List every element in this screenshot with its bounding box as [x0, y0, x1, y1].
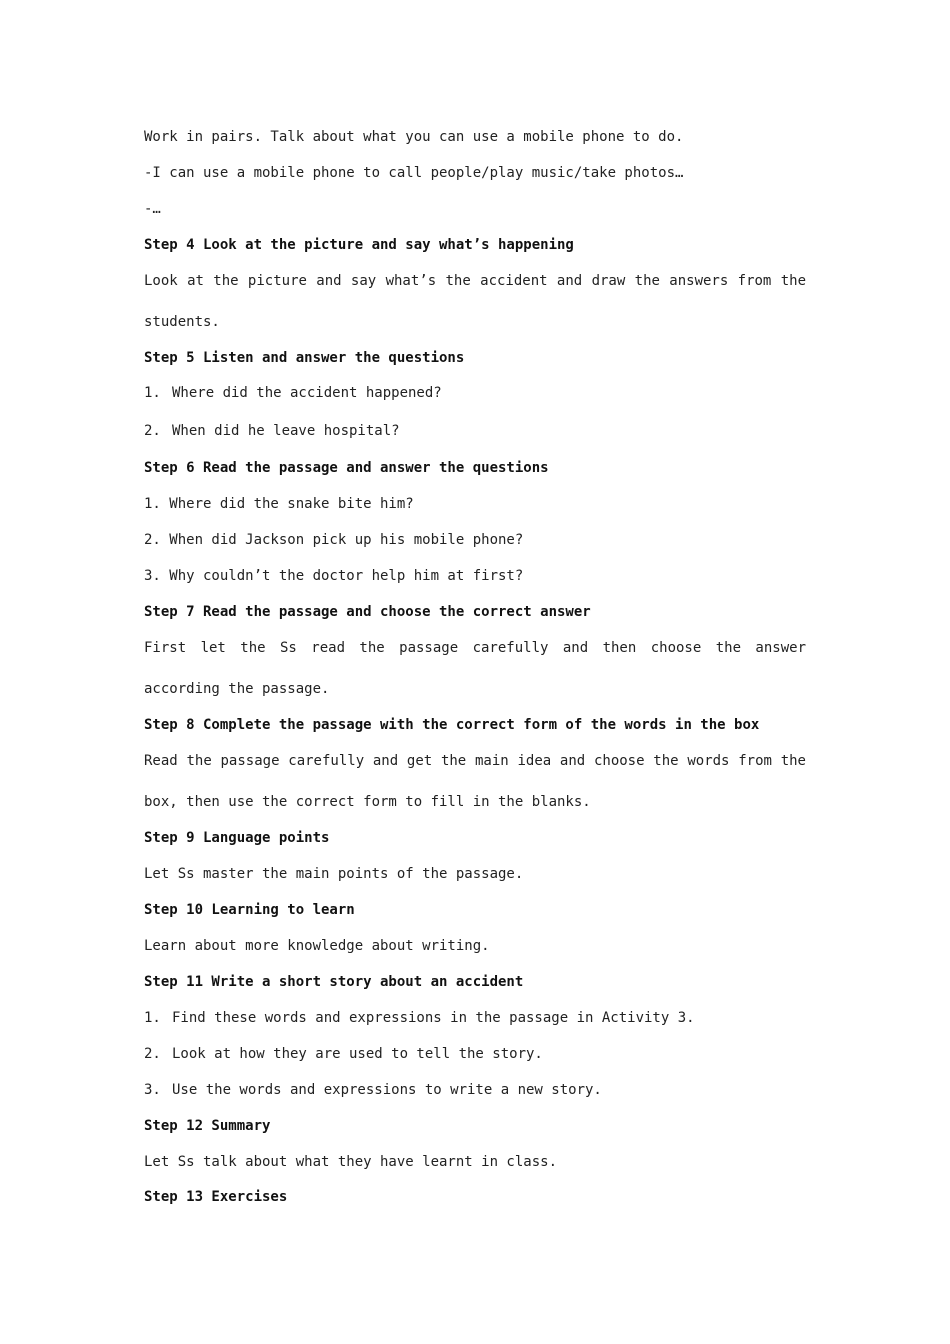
step5-item-2 [144, 421, 806, 441]
step5-item-2-number: 2. [144, 423, 161, 439]
step7-text-line-2: according the passage. [144, 681, 330, 697]
step10-heading: Step 10 Learning to learn [144, 902, 355, 918]
intro-line-1: Work in pairs. Talk about what you can use a mobile phone to do. [144, 129, 684, 145]
intro-line-2: -I can use a mobile phone to call people/play music/take photos… [144, 165, 684, 181]
step6-heading: Step 6 Read the passage and answer the questions [144, 460, 549, 476]
step8-text-line-1: Read the passage carefully and get the main idea and choose the words from the [144, 753, 806, 769]
step5-item-1 [144, 383, 806, 403]
step4-text-line-1: Look at the picture and say what’s the accident and draw the answers from the [144, 273, 806, 289]
step11-item-1-number: 1. [144, 1010, 161, 1026]
step4-heading: Step 4 Look at the picture and say what’s happening [144, 237, 574, 253]
step6-item-2: 2. When did Jackson pick up his mobile phone? [144, 532, 524, 548]
step9-text: Let Ss master the main points of the passage. [144, 866, 524, 882]
step5-item-2-text: When did he leave hospital? [172, 423, 400, 439]
step11-item-2-text: Look at how they are used to tell the story. [172, 1046, 543, 1062]
step11-item-2 [144, 1044, 806, 1064]
step11-item-3-text: Use the words and expressions to write a new story. [172, 1082, 602, 1098]
step5-heading: Step 5 Listen and answer the questions [144, 350, 465, 366]
step8-text-line-2: box, then use the correct form to fill in the blanks. [144, 794, 591, 810]
step5-item-1-number: 1. [144, 385, 161, 401]
step11-item-1-text: Find these words and expressions in the passage in Activity 3. [172, 1010, 695, 1026]
step10-text: Learn about more knowledge about writing. [144, 938, 490, 954]
step11-heading: Step 11 Write a short story about an accident [144, 974, 524, 990]
intro-line-3: -… [144, 201, 161, 217]
step9-heading: Step 9 Language points [144, 830, 330, 846]
step6-item-1: 1. Where did the snake bite him? [144, 496, 414, 512]
step5-item-1-text: Where did the accident happened? [172, 385, 442, 401]
step7-heading: Step 7 Read the passage and choose the correct answer [144, 604, 591, 620]
step4-text-line-2: students. [144, 314, 220, 330]
step12-heading: Step 12 Summary [144, 1118, 271, 1134]
step11-item-3-number: 3. [144, 1082, 161, 1098]
step12-text: Let Ss talk about what they have learnt in class. [144, 1154, 558, 1170]
step8-heading: Step 8 Complete the passage with the correct form of the words in the box [144, 717, 760, 733]
step11-item-3 [144, 1080, 806, 1100]
step6-item-3: 3. Why couldn’t the doctor help him at first? [144, 568, 524, 584]
step11-item-2-number: 2. [144, 1046, 161, 1062]
step11-item-1 [144, 1008, 806, 1028]
step13-heading: Step 13 Exercises [144, 1189, 288, 1205]
step7-text-line-1: First let the Ss read the passage carefully and then choose the answer [144, 640, 806, 656]
